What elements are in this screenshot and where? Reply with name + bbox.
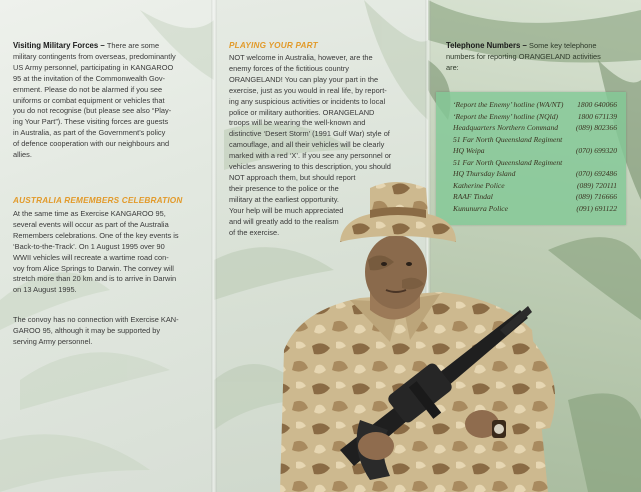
middle-line: marked with a red ‘X’. If you see any personnel or bbox=[229, 151, 392, 161]
celebration-line: voy from Alice Springs to Darwin. The convey will bbox=[13, 263, 174, 273]
phone-row bbox=[453, 123, 623, 134]
visiting-line: 95 at the invitation of the Commonwealth Gov- bbox=[13, 73, 165, 83]
middle-line: ing any suspicious activities or incidents to local bbox=[229, 96, 386, 106]
middle-line: enemy forces of the fictitious country bbox=[229, 63, 349, 73]
phone-row bbox=[453, 158, 623, 169]
visiting-line bbox=[13, 41, 209, 52]
visiting-line: in Australia, as part of the Government’s policy bbox=[13, 128, 166, 138]
visiting-line: allies. bbox=[13, 150, 32, 160]
middle-line: distinctive ‘Desert Storm’ (1991 Gulf War) style of bbox=[229, 129, 390, 139]
phone-row bbox=[453, 112, 623, 123]
phone-number: (089) 802366 bbox=[575, 123, 617, 132]
visiting-forces-block bbox=[13, 41, 209, 161]
soldier-illustration bbox=[270, 180, 570, 492]
convoy-line: serving Army personnel. bbox=[13, 336, 93, 346]
phone-label: Headquarters Northern Command bbox=[453, 123, 559, 132]
middle-line: police or military authorities. ORANGELAND bbox=[229, 107, 375, 117]
visiting-line-text: There are some bbox=[106, 41, 160, 50]
phone-number: (089) 716666 bbox=[575, 192, 617, 201]
visiting-line: you do not recognise (but please see also “Play- bbox=[13, 106, 172, 116]
phone-number: (091) 691122 bbox=[576, 203, 617, 213]
visiting-line: uniforms or combat equipment or vehicles that bbox=[13, 95, 165, 105]
phone-number: (089) 720111 bbox=[577, 180, 617, 190]
middle-line: camouflage, and all their vehicles will be clearly bbox=[229, 140, 385, 150]
visiting-line: military contingents from overseas, predominantly bbox=[13, 51, 176, 61]
middle-line: military at the earliest opportunity. bbox=[229, 194, 339, 204]
convoy-block bbox=[13, 315, 209, 348]
telephone-line bbox=[446, 41, 636, 52]
celebration-line: ‘Back-to-the-Track’. On 1 August 1995 over 90 bbox=[13, 241, 165, 251]
celebration-line: several events will occur as part of the Australia bbox=[13, 219, 169, 229]
middle-line: troops will be wearing the well-known and bbox=[229, 118, 366, 128]
phone-label: ‘Report the Enemy’ hotline (NQld) bbox=[453, 111, 559, 121]
middle-line: ORANGELAND! You can play your part in the bbox=[229, 74, 379, 84]
phone-number: (070) 699320 bbox=[575, 146, 617, 155]
telephone-line: are: bbox=[446, 62, 459, 72]
phone-label: RAAF Tindal bbox=[453, 192, 493, 201]
phone-row bbox=[453, 100, 623, 111]
celebration-line: stretch more than 20 km and is to arrive in Darwin bbox=[13, 274, 177, 284]
middle-line: vehicles answering to this description, you should bbox=[229, 162, 391, 172]
telephone-heading: Telephone Numbers – bbox=[446, 41, 530, 50]
celebration-line: on 13 August 1995. bbox=[13, 285, 77, 295]
visiting-heading: Visiting Military Forces – bbox=[13, 41, 107, 50]
telephone-line: numbers for reporting ORANGELAND activities bbox=[446, 51, 601, 61]
phone-row bbox=[453, 146, 623, 157]
convoy-line: GAROO 95, although it may be supported by bbox=[13, 325, 161, 335]
phone-label: Katherine Police bbox=[453, 180, 505, 190]
convoy-line: The convoy has no connection with Exercise KAN- bbox=[13, 315, 179, 324]
visiting-line: US Army personnel, participating in KANGAROO bbox=[13, 62, 174, 72]
phone-label: Kununurra Police bbox=[453, 203, 509, 213]
phone-label: ‘Report the Enemy’ hotline (WA/NT) bbox=[453, 100, 564, 109]
fold-crease bbox=[211, 0, 217, 492]
phone-label: 51 Far North Queensland Regiment bbox=[453, 134, 563, 144]
phone-number: 1800 640066 bbox=[577, 100, 617, 109]
middle-line: of the exercise. bbox=[229, 227, 280, 237]
phone-row bbox=[453, 135, 623, 146]
celebration-heading: AUSTRALIA REMEMBERS CELEBRATION bbox=[13, 196, 183, 205]
phone-label: HQ Weipa bbox=[453, 146, 485, 155]
middle-line: NOT welcome in Australia, however, are the bbox=[229, 53, 373, 62]
phone-row bbox=[453, 169, 623, 180]
phone-label: 51 Far North Queensland Regiment bbox=[453, 157, 563, 167]
middle-line: NOT approach them, but should report bbox=[229, 172, 356, 182]
playing-your-part-heading: PLAYING YOUR PART bbox=[229, 41, 318, 50]
middle-line: exercise, just as you would in real life, by report- bbox=[229, 85, 387, 95]
visiting-line: ing Your Part”). These visiting forces are guests bbox=[13, 117, 169, 127]
celebration-line: WWII vehicles will recreate a wartime road con- bbox=[13, 252, 169, 262]
middle-line: and will greatly add to the realism bbox=[229, 216, 339, 226]
phone-number: 1800 671139 bbox=[577, 111, 617, 121]
middle-line: their presence to the police or the bbox=[229, 183, 339, 193]
visiting-line: ernment. Please do not be alarmed if you see bbox=[13, 84, 163, 94]
phone-number: (070) 692486 bbox=[575, 169, 617, 178]
celebration-line: At the same time as Exercise KANGAROO 95, bbox=[13, 209, 166, 218]
visiting-line: of defence cooperation with our neighbours and bbox=[13, 139, 170, 149]
camouflage-face bbox=[365, 235, 427, 309]
phone-label: HQ Thursday Island bbox=[453, 169, 516, 178]
telephone-intro-block bbox=[446, 41, 636, 74]
telephone-line-text: Some key telephone bbox=[529, 41, 597, 50]
celebration-line: Remembers celebrations. One of the key events is bbox=[13, 230, 179, 240]
celebration-block bbox=[13, 209, 209, 296]
middle-line: Your help will be much appreciated bbox=[229, 205, 344, 215]
